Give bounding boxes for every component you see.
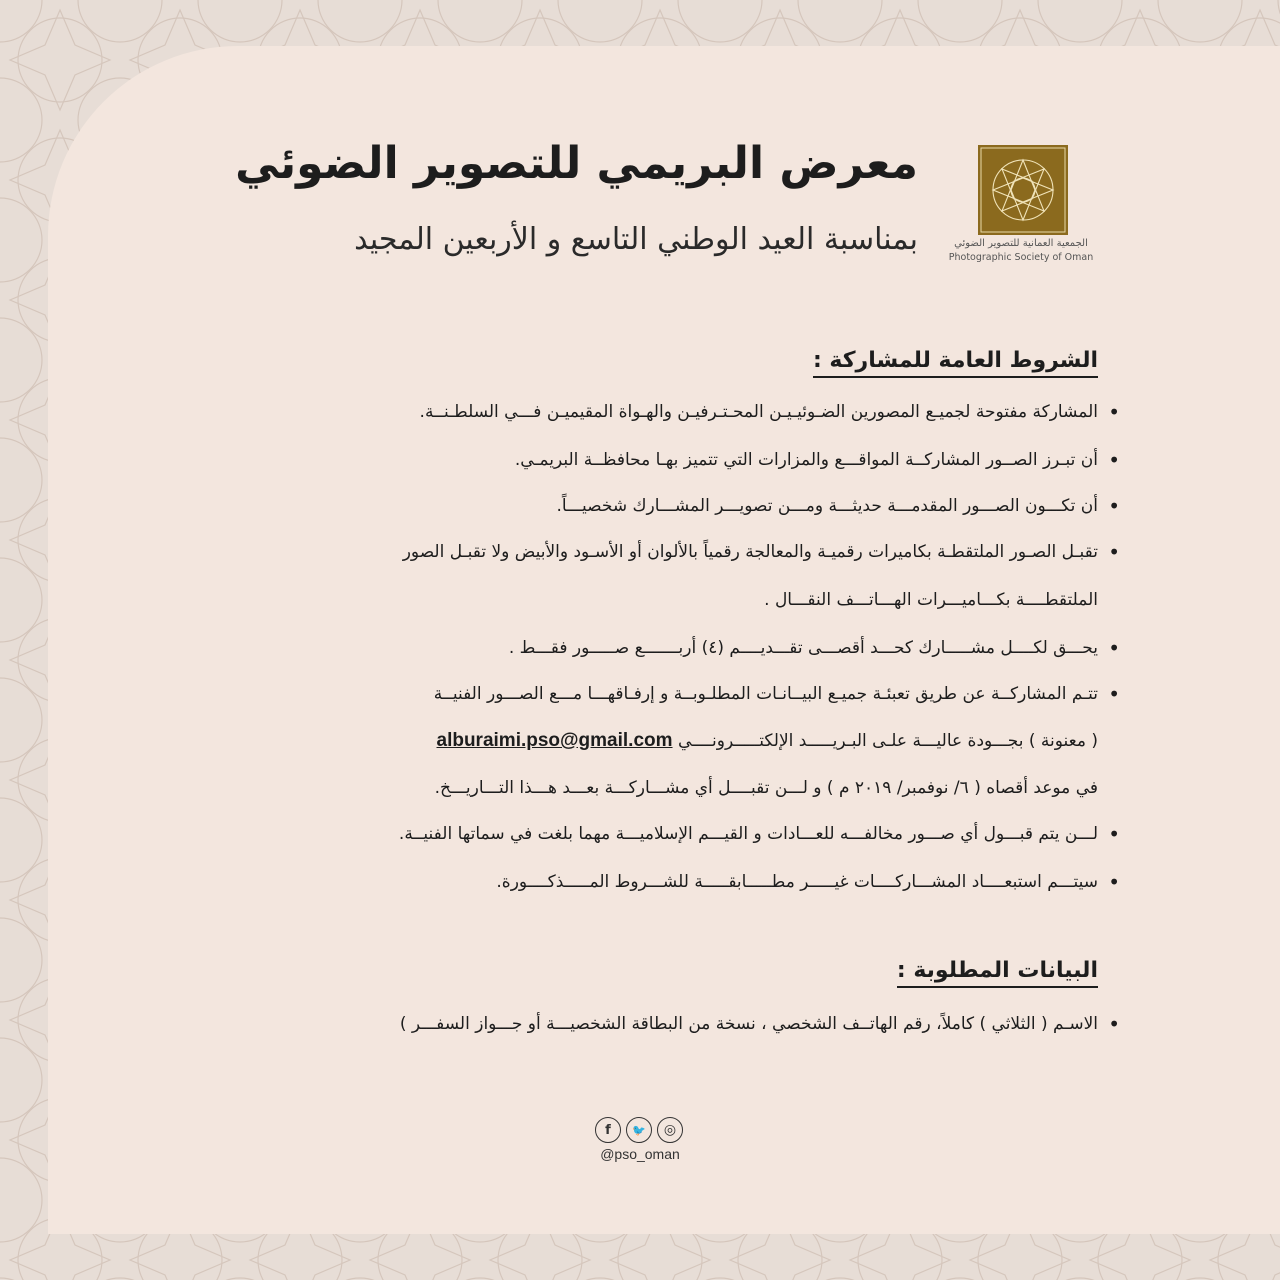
condition-item: • يحـــق لكــــل مشـــــارك كحـــد أقصـــى تقـــديــــم (٤) أربـــــــع صـــــور فقـــط . <box>508 636 1120 660</box>
condition-item: • أن تبـرز الصــور المشاركــة المواقـــع والمزارات التي تتميز بهـا محافظــة البريمـي. <box>514 448 1120 472</box>
bullet-icon: • <box>1108 1012 1120 1036</box>
required-data-heading: البيانات المطلوبة : <box>897 958 1098 988</box>
condition-item: • المشاركة مفتوحة لجميـع المصورين الضـوئيـيـن المحـتـرفيـن والهـواة المقيميـن فـــي السلطـنــة. <box>419 400 1120 424</box>
condition-item: • سيتـــم استبعــــاد المشـــاركــــات غيـــــر مطـــــابقـــــة للشـــروط المـــــذكــــورة. <box>496 870 1120 894</box>
required-data-item: • الاسـم ( الثلاثي ) كاملاً، رقم الهاتــف الشخصي ، نسخة من البطاقة الشخصيـــة أو جـــواز السفـــر ) <box>399 1012 1120 1036</box>
bullet-icon: • <box>1108 540 1120 564</box>
social-handle[interactable]: @pso_oman <box>600 1146 680 1162</box>
condition-item: • لـــن يتم قبـــول أي صـــور مخالفـــه للعـــادات و القيـــم الإسلاميـــة مهما بلغت في سماتها الفنيــة. <box>398 822 1120 846</box>
instagram-icon[interactable]: ◎ <box>657 1117 683 1143</box>
bullet-icon: • <box>1108 494 1120 518</box>
bullet-icon: • <box>1108 636 1120 660</box>
bullet-icon: • <box>1108 682 1120 706</box>
bullet-icon: • <box>1108 400 1120 424</box>
contact-email-link[interactable]: alburaimi.pso@gmail.com <box>436 730 673 751</box>
logo-name-arabic: الجمعية العمانية للتصوير الضوئي <box>954 238 1088 249</box>
conditions-heading: الشروط العامة للمشاركة : <box>813 348 1098 378</box>
page-title: معرض البريمي للتصوير الضوئي <box>235 138 918 189</box>
page-subtitle: بمناسبة العيد الوطني التاسع و الأربعين المجيد <box>354 222 918 257</box>
logo-name-english: Photographic Society of Oman <box>948 252 1094 263</box>
bullet-icon: • <box>1108 822 1120 846</box>
condition-item: • تقبـل الصـور الملتقطـة بكاميرات رقميـة والمعالجة رقمياً بالألوان أو الأسـود والأبيض ولا تقبـل الصور <box>402 540 1120 564</box>
facebook-icon[interactable]: f <box>595 1117 621 1143</box>
bullet-icon: • <box>1108 870 1120 894</box>
condition-item-continued: في موعد أقصاه ( ٦/ نوفمبر/ ٢٠١٩ م ) و لـــن تقبــــل أي مشـــاركـــة بعـــد هـــذا التـــاريـــخ. <box>434 778 1098 798</box>
twitter-icon[interactable]: 🐦 <box>626 1117 652 1143</box>
society-logo <box>978 145 1068 235</box>
condition-item-continued: ( معنونة ) بجـــودة عاليـــة علـى البـريـــــد الإلكتـــــرونــــي alburaimi.pso@gmail.com <box>436 730 1098 751</box>
bullet-icon: • <box>1108 448 1120 472</box>
condition-item: • أن تكـــون الصـــور المقدمـــة حديثـــة ومـــن تصويـــر المشـــارك شخصيـــاً. <box>556 494 1120 518</box>
condition-item-continued: الملتقطــــة بكـــاميـــرات الهـــاتـــف النقـــال . <box>764 590 1098 610</box>
condition-item: • تتـم المشاركــة عن طريق تعبئـة جميـع البيــانـات المطلـوبــة و إرفـاقهـــا مـــع الصـــور الفنيــة <box>433 682 1120 706</box>
